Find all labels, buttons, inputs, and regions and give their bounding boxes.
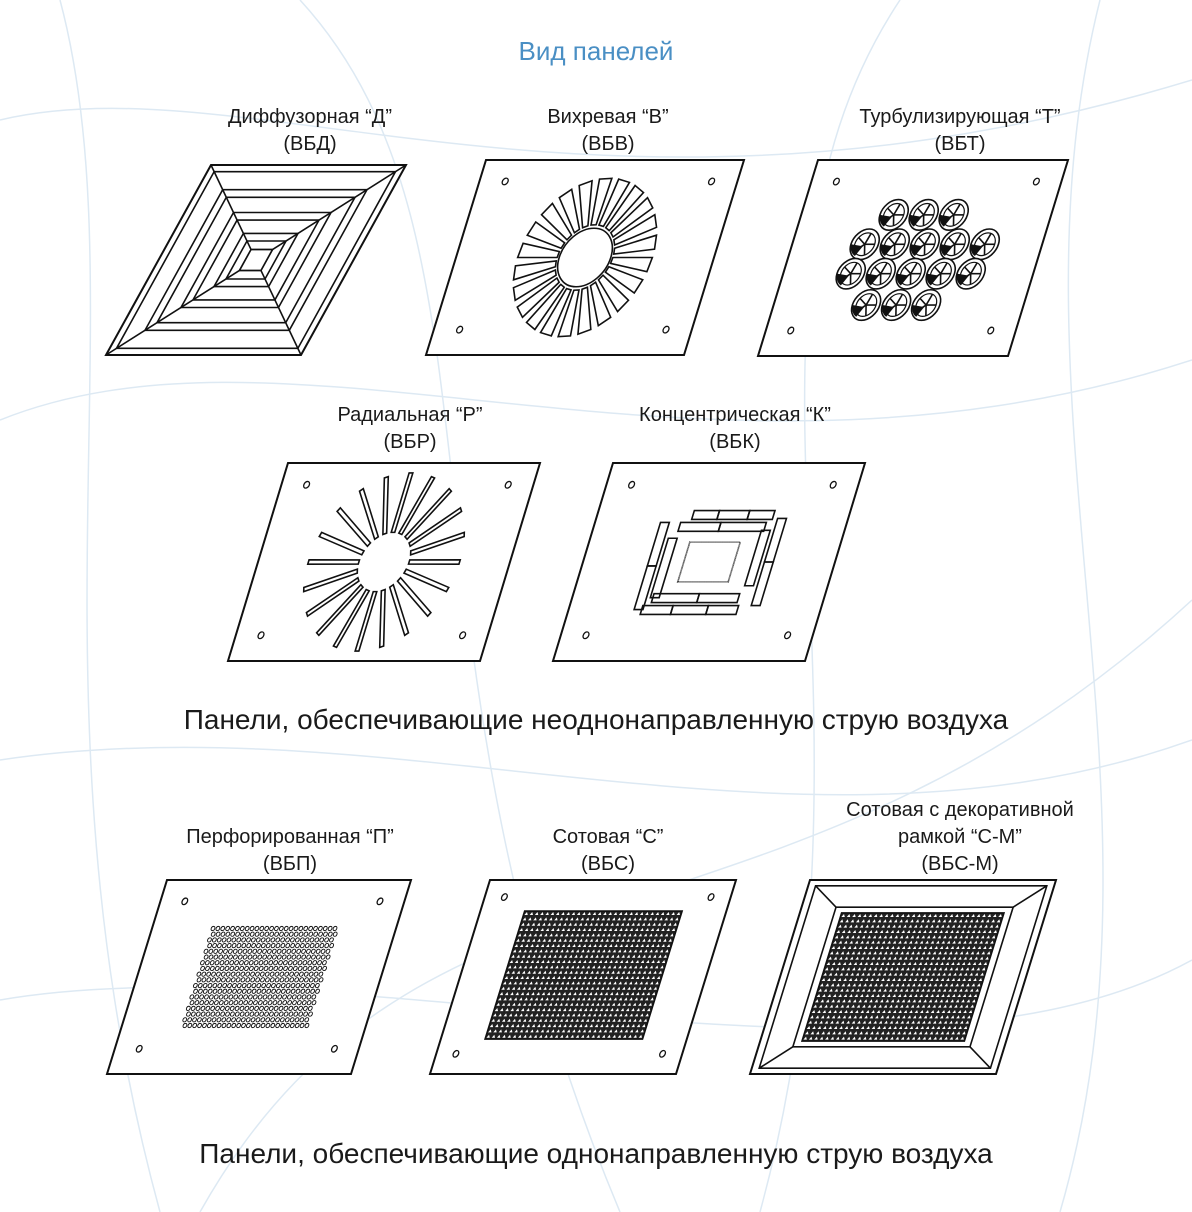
caption-directional: Панели, обеспечивающие однонаправленную струю воздуха (199, 1138, 993, 1169)
panel-turbulizing (758, 160, 1068, 356)
label-turbulizing-name: Турбулизирующая “Т” (859, 106, 1061, 128)
label-concentric-code: (ВБК) (709, 431, 761, 453)
label-diffuser-code: (ВБД) (283, 133, 337, 155)
label-concentric (600, 402, 870, 456)
panel-honeycomb-frame (750, 880, 1056, 1074)
label-turbulizing-code: (ВБТ) (934, 133, 986, 155)
panel-diffuser (106, 165, 406, 355)
panel-honeycomb (430, 880, 736, 1074)
caption-non-directional: Панели, обеспечивающие неоднонаправленную струю воздуха (183, 704, 1009, 735)
panel-swirl (426, 160, 744, 355)
label-honeycomb (478, 824, 738, 878)
label-honeycomb-name: Сотовая “С” (552, 826, 664, 848)
label-perforated (160, 824, 420, 878)
label-honeycomb-code: (ВБС) (580, 853, 635, 875)
label-perforated-code: (ВБП) (262, 853, 318, 875)
label-perforated-name: Перфорированная “П” (186, 826, 394, 848)
panel-perforated (107, 880, 411, 1074)
label-swirl-code: (ВБВ) (581, 133, 635, 155)
label-swirl (478, 104, 738, 158)
label-radial-name: Радиальная “Р” (337, 404, 483, 426)
label-honeycomb-frame (800, 797, 1120, 878)
label-radial-code: (ВБР) (383, 431, 437, 453)
panel-concentric (553, 463, 865, 661)
label-diffuser (180, 104, 440, 158)
label-honeycomb-frame-name-2: рамкой “С-М” (898, 826, 1022, 848)
label-diffuser-name: Диффузорная “Д” (227, 106, 392, 128)
label-honeycomb-frame-name: Сотовая с декоративной (846, 799, 1074, 821)
page-title: Вид панелей (518, 36, 674, 66)
label-concentric-name: Концентрическая “К” (639, 404, 831, 426)
label-honeycomb-frame-code: (ВБС-М) (921, 853, 999, 875)
label-radial (280, 402, 540, 456)
panel-radial (228, 463, 540, 661)
label-turbulizing (800, 104, 1120, 158)
label-swirl-name: Вихревая “В” (547, 106, 669, 128)
